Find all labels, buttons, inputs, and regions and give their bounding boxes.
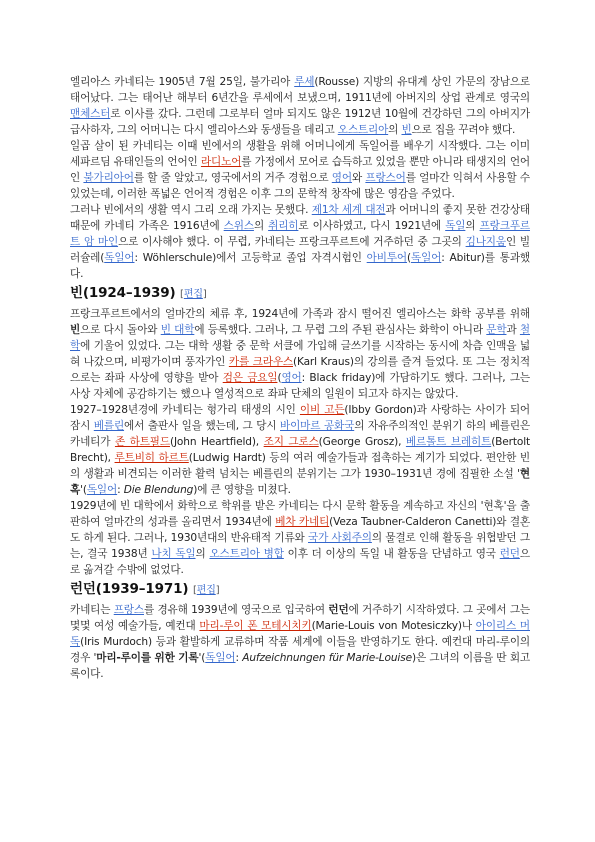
link-zurich[interactable]: 취리히 (268, 220, 299, 232)
text: (John Heartfield), (169, 436, 264, 448)
text: 에 기울어 있었다. 그는 대학 생활 중 문학 서클에 가입해 글쓰기를 시작하는 동시에 차츰 인맥을 넓혀 나갔으며, 비평가이며 풍자가인 (70, 340, 530, 368)
link-iris-murdoch[interactable]: 아이리스 머독 (70, 620, 530, 648)
link-black-friday[interactable]: 검은 금요일 (222, 372, 278, 384)
link-london[interactable]: 런던 (499, 548, 520, 560)
text: : Wöhlerschule)에서 고등학교 졸업 자격시험인 (134, 252, 367, 264)
text: 이후 더 이상의 독일 내 활동을 단념하고 영국 (283, 548, 500, 560)
link-english-language[interactable]: 영어 (281, 372, 302, 384)
heading-text: 런던(1939–1971) (70, 581, 189, 597)
text: (Veza Taubner-Calderon Canetti)와 결혼도 하게 된다. 그러나, 1930년대의 반유태적 기류와 (70, 516, 530, 544)
paragraph-birth (70, 74, 530, 138)
text: 로 이사를 갔다. 그런데 그로부터 얼마 되지도 않은 1912년 10월에 건강하던 그의 아버지가 급사하자, 그의 어머니는 다시 엘리아스와 동생들을 데리고 (70, 108, 530, 136)
text: : Black friday)에 가담하기도 했다. 그러나, 그는 사상 자체에 공감하기는 했으나 열성적으로 좌파 단체의 일원이 되고자 하지는 않았다. (70, 372, 530, 400)
paragraph-moves (70, 202, 530, 282)
link-vienna[interactable]: 빈 (401, 124, 412, 136)
link-ww1[interactable]: 제1차 세계 대전 (311, 204, 386, 216)
link-english[interactable]: 영어 (331, 172, 352, 184)
bold-text: 빈 (70, 324, 81, 336)
text: 를 할 줄 알았고, 영국에서의 거주 경험으로 (133, 172, 332, 184)
link-german-language[interactable]: 독일어 (411, 252, 442, 264)
paragraph-university (70, 306, 530, 402)
link-ladino[interactable]: 라디노어 (200, 156, 242, 168)
bold-title: 마리-루이를 위한 기록 (96, 652, 199, 664)
link-grosz[interactable]: 조지 그로스 (263, 436, 319, 448)
link-french[interactable]: 프랑스어 (365, 172, 406, 184)
link-hardt[interactable]: 루트비히 하르트 (114, 452, 189, 464)
italic-title: Die Blendung (123, 484, 194, 496)
text: '( (80, 484, 87, 496)
link-weimar[interactable]: 바이마르 공화국 (280, 420, 355, 432)
link-german-language[interactable]: 독일어 (205, 652, 236, 664)
text: : Abitur)를 통과했다. (70, 252, 530, 280)
text: )은 그녀의 이름을 딴 회고록이다. (70, 652, 530, 680)
text: 프랑크푸르트에서의 얼마간의 체류 후, 1924년에 가족과 잠시 떨어진 엘리아스는 화학 공부를 위해 (70, 308, 530, 320)
text: (Bertolt Brecht), (70, 436, 531, 464)
text: 를 경유해 1939년에 영국으로 입국하여 (143, 604, 329, 616)
text: 카네티는 (70, 604, 114, 616)
link-anschluss[interactable]: 오스트리아 병합 (209, 548, 284, 560)
italic-title: Aufzeichnungen für Marie-Louise (242, 652, 412, 664)
text: (George Grosz), (318, 436, 406, 448)
text: 으로 집을 꾸려야 했다. (411, 124, 516, 136)
text: 으로 옮겨갈 수밖에 없었다. (70, 548, 530, 576)
text: (Iris Murdoch) 등과 활발하게 교류하며 작품 세계에 이들을 반영하기도 한다. 예컨대 마리-루이의 경우 ' (70, 636, 530, 664)
link-manchester[interactable]: 맨체스터 (70, 108, 111, 120)
bold-text: 런던 (328, 604, 349, 616)
edit-section: [편집] (180, 289, 207, 300)
link-brecht[interactable]: 베르톨트 브레히트 (405, 436, 492, 448)
text: : (235, 652, 243, 664)
text: 1929년에 빈 대학에서 화학으로 학위를 받은 카네티는 다시 문학 활동을 계속하고 자신의 '현혹'을 출판하여 얼마간의 성과를 올리면서 1934년에 (70, 500, 530, 528)
link-heartfield[interactable]: 존 하트필드 (114, 436, 170, 448)
link-bulgarian[interactable]: 불가리아어 (83, 172, 134, 184)
link-karl-kraus[interactable]: 카를 크라우스 (228, 356, 293, 368)
text: )에 큰 영향을 미쳤다. (193, 484, 291, 496)
text: 으로 이사해야 했다. 이 무렵, 카네티는 프랑크푸르트에 거주하던 중 그곳의 (118, 236, 466, 248)
text: 의 (195, 548, 210, 560)
paragraph-berlin (70, 402, 530, 498)
text: (Ludwig Hardt) 등의 여러 예술가들과 접촉하는 계기가 되었다. 편안한 빈의 생활과 비견되는 이러한 활력 넘치는 베를린의 분위기는 그가 1930–1931년 경에 집필한 소설 ' (70, 452, 530, 480)
paragraph-languages (70, 138, 530, 202)
text: 과 어머니의 좋지 못한 건강상태 때문에 카네티 가족은 1916년에 (70, 204, 530, 232)
link-literature[interactable]: 문학 (486, 324, 507, 336)
text: ( (277, 372, 282, 384)
article-body (70, 74, 530, 682)
link-gymnasium[interactable]: 김나지움 (465, 236, 506, 248)
text: 를 가정에서 모어로 습득하고 있었을 뿐만 아니라 태생지의 언어인 (70, 156, 530, 184)
section-heading-london (70, 578, 530, 602)
text: 를 얼마간 익혀서 사용할 수 있었는데, 이러한 폭넓은 언어적 경험은 이후 그의 문학적 창작에 많은 영감을 주었다. (70, 172, 530, 200)
section-heading-vienna (70, 282, 530, 306)
link-austria[interactable]: 오스트리아 (337, 124, 389, 136)
text: 으로 다시 돌아와 (80, 324, 161, 336)
text: 인 빌러슐레( (70, 236, 530, 264)
link-nazi-germany[interactable]: 나치 독일 (151, 548, 196, 560)
text: 에 등록했다. 그러나, 그 무렵 그의 주된 관심사는 화학이 아니라 (194, 324, 487, 336)
text: 의 (465, 220, 480, 232)
link-abitur[interactable]: 아비투어 (366, 252, 408, 264)
edit-link[interactable]: 편집 (183, 289, 203, 300)
text: 에서 출판사 일을 했는데, 그 당시 (124, 420, 281, 432)
text: (Marie-Louis von Motesiczky)나 (311, 620, 476, 632)
link-frankfurt[interactable]: 프랑크푸르트 암 마인 (70, 220, 530, 248)
text: ( (407, 252, 411, 264)
text: 1927–1928년경에 카네티는 헝가리 태생의 시인 (70, 404, 300, 416)
edit-link[interactable]: 편집 (196, 585, 216, 596)
text: 과 (506, 324, 520, 336)
link-motesiczky[interactable]: 마리-루이 폰 모테시치키 (199, 620, 312, 632)
link-berlin[interactable]: 베를린 (93, 420, 125, 432)
text: 와 (351, 172, 366, 184)
link-germany[interactable]: 독일 (445, 220, 466, 232)
paragraph-marriage (70, 498, 530, 578)
text: '( (198, 652, 206, 664)
paragraph-london (70, 602, 530, 682)
link-german-language[interactable]: 독일어 (86, 484, 118, 496)
text: 로 이사하였고, 다시 1921년에 (298, 220, 446, 232)
text: 의 (253, 220, 269, 232)
link-national-socialism[interactable]: 국가 사회주의 (308, 532, 372, 544)
text: 의 물결로 인해 활동을 위협받던 그는, 결국 1938년 (70, 532, 530, 560)
text: 에 거주하기 시작하였다. 그 곳에서 그는 몇몇 여성 예술가들, 예컨대 (70, 604, 530, 632)
text: (Ibby Gordon)과 사랑하는 사이가 되어 잠시 (70, 404, 530, 432)
link-veza-canetti[interactable]: 베차 카네티 (275, 516, 330, 528)
bold-title: 현혹 (70, 468, 530, 496)
text: 의 자유주의적인 분위기 하의 베를린은 카네티가 (70, 420, 530, 448)
text: (Karl Kraus)의 강의를 즐겨 들었다. 또 그는 정치적으로는 좌파 사상에 영향을 받아 (70, 356, 531, 384)
heading-text: 빈(1924–1939) (70, 285, 176, 301)
text: 일곱 살이 된 카네티는 이때 빈에서의 생활을 위해 어머니에게 독일어를 배우기 시작했다. 그는 이미 세파르딤 유태인들의 언어인 (70, 140, 530, 168)
text: 의 (388, 124, 402, 136)
link-rousse[interactable]: 루세 (294, 76, 315, 88)
text: 엘리아스 카네티는 1905년 7월 25일, 불가리아 (70, 76, 295, 88)
link-german-language[interactable]: 독일어 (104, 252, 135, 264)
text: : (117, 484, 124, 496)
link-france[interactable]: 프랑스 (113, 604, 144, 616)
link-university-vienna[interactable]: 빈 대학 (160, 324, 195, 336)
link-philosophy[interactable]: 철학 (70, 324, 530, 352)
text: 그러나 빈에서의 생활 역시 그리 오래 가지는 못했다. (70, 204, 312, 216)
text: (Rousse) 지방의 유대계 상인 가문의 장남으로 태어났다. 그는 태어난 해부터 6년간을 루세에서 보냈으며, 1911년에 아버지의 상업 관계로 영국의 (70, 76, 530, 104)
edit-section: [편집] (192, 585, 220, 596)
link-ibby-gordon[interactable]: 이비 고든 (299, 404, 345, 416)
link-switzerland[interactable]: 스위스 (223, 220, 254, 232)
